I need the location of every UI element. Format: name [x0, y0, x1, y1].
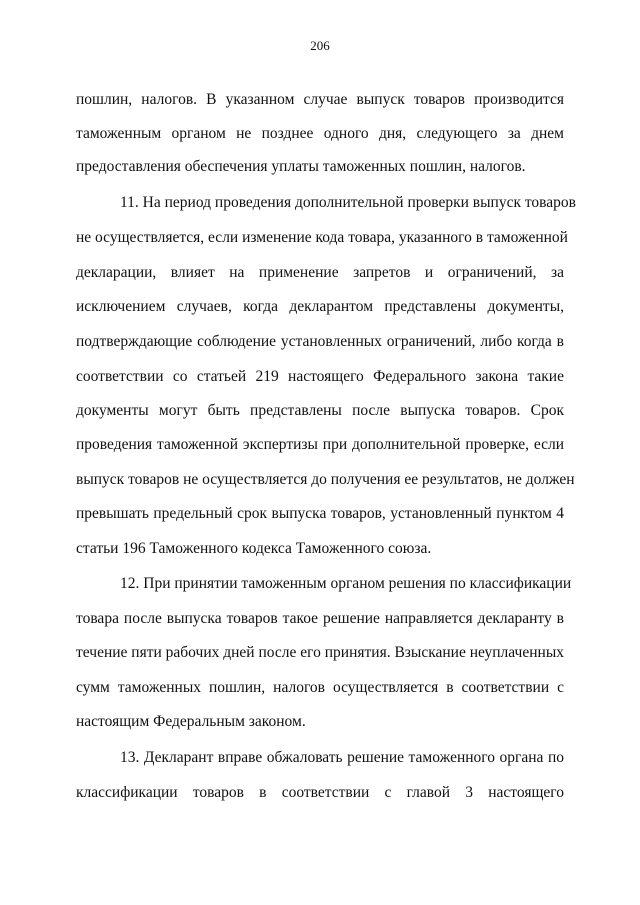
text-line: документы могут быть представлены после выпуска товаров. Срок [76, 402, 564, 419]
text-line: пошлин, налогов. В указанном случае выпуск товаров производится [76, 91, 564, 108]
text-line: сумм таможенных пошлин, налогов осуществляется в соответствии с [76, 679, 564, 696]
text-line: таможенным органом не позднее одного дня, следующего за днем [76, 125, 564, 142]
text-line: подтверждающие соблюдение установленных ограничений, либо когда в [76, 333, 564, 350]
text-line: проведения таможенной экспертизы при дополнительной проверке, если [76, 436, 564, 453]
text-line: классификации товаров в соответствии с главой 3 настоящего [76, 784, 564, 801]
text-line: соответствии со статьей 219 настоящего Федерального закона такие [76, 368, 564, 385]
text-line: декларации, влияет на применение запретов и ограничений, за [76, 264, 564, 281]
text-line: товара после выпуска товаров такое решение направляется декларанту в [76, 610, 564, 627]
text-line: статьи 196 Таможенного кодекса Таможенного союза. [76, 540, 432, 557]
text-line: 13. Декларант вправе обжаловать решение таможенного органа по [120, 749, 564, 766]
page-number: 206 [310, 38, 330, 53]
text-line: течение пяти рабочих дней после его принятия. Взыскание неуплаченных [76, 644, 564, 661]
text-line: не осуществляется, если изменение кода товара, указанного в таможенной [76, 229, 568, 246]
text-line: превышать предельный срок выпуска товаров, установленный пунктом 4 [76, 505, 564, 522]
text-line: выпуск товаров не осуществляется до получения ее результатов, не должен [76, 471, 575, 488]
text-line: настоящим Федеральным законом. [76, 713, 306, 730]
text-line: предоставления обеспечения уплаты таможенных пошлин, налогов. [76, 158, 526, 175]
text-line: 11. На период проведения дополнительной проверки выпуск товаров [120, 194, 576, 211]
text-line: исключением случаев, когда декларантом представлены документы, [76, 298, 564, 315]
text-line: 12. При принятии таможенным органом решения по классификации [120, 575, 572, 592]
